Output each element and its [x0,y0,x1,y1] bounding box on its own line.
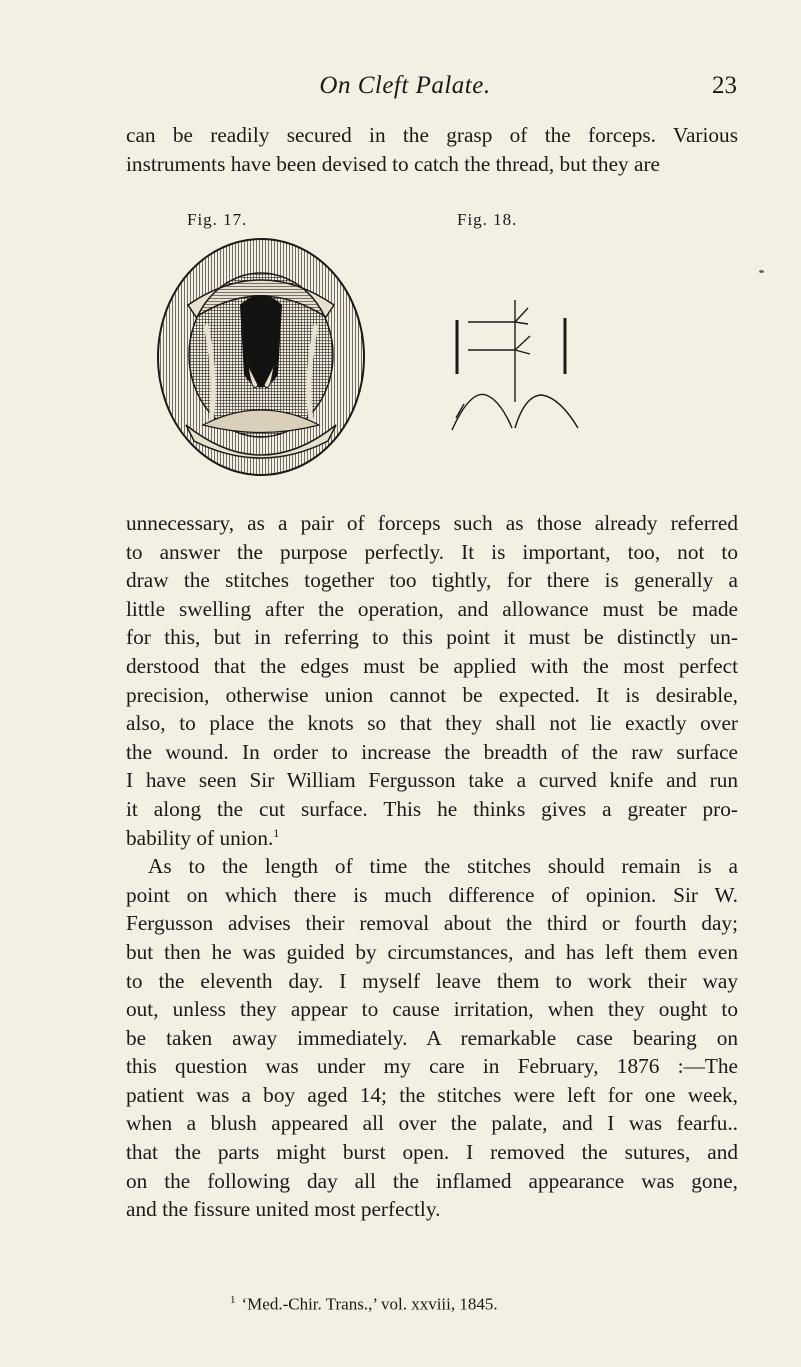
fig-17-label: Fig. 17. [187,210,248,229]
page-header [125,72,737,108]
text-line: draw the stitches together too tightly, for there is generally a [126,568,738,593]
text-line: this question was under my care in February, 1876 :—The [126,1054,738,1079]
text-line: I have seen Sir William Fergusson take a curved knife and run [126,768,738,793]
footnote-ref: 1 [273,825,280,840]
text-line: unnecessary, as a pair of forceps such as those already referred [126,511,738,535]
text-line: to the eleventh day. I myself leave them to work their way [126,968,738,993]
paragraph-top [126,121,738,178]
running-title: On Cleft Palate. [319,72,491,99]
text-line: bability of union. [126,825,274,850]
footnote-text: ‘Med.-Chir. Trans.,’ vol. xxviii, 1845. [241,1294,498,1314]
text-line: point on which there is much difference of opinion. Sir W. [126,882,738,907]
page-number: 23 [712,72,737,99]
text-line: and the fissure united most perfectly. [126,1197,441,1222]
text-line: patient was a boy aged 14; the stitches were left for one week, [126,1082,738,1107]
text-line: instruments have been devised to catch the thread, but they are [126,151,661,176]
fig-18-label: Fig. 18. [457,210,518,229]
text-line: to answer the purpose perfectly. It is important, too, not to [126,539,738,564]
text-line: that the parts might burst open. I removed the sutures, and [126,1140,738,1165]
text-line: when a blush appeared all over the palate, and I was fearfu.. [126,1111,738,1136]
text-line: little swelling after the operation, and allowance must be made [126,596,738,621]
footnote [230,1294,498,1315]
text-line: also, to place the knots so that they shall not lie exactly over [126,711,738,736]
text-line: can be readily secured in the grasp of the forceps. Various [126,123,738,147]
text-line: for this, but in referring to this point it must be distinctly un- [126,625,738,650]
text-line: Fergusson advises their removal about the third or fourth day; [126,911,738,936]
text-line-with-ref [126,824,738,853]
text-line: it along the cut surface. This he thinks gives a greater pro- [126,796,738,821]
footnote-marker: 1 [230,1294,236,1306]
text-line: out, unless they appear to cause irritation, when they ought to [126,997,738,1022]
text-line: derstood that the edges must be applied with the most perfect [126,653,738,678]
fig-18-suture-diagram [450,300,580,430]
text-line: As to the length of time the stitches should remain is a [148,854,738,879]
fig-17-mouth-illustration [148,235,374,485]
text-line: be taken away immediately. A remarkable case bearing on [126,1025,738,1050]
text-line: on the following day all the inflamed appearance was gone, [126,1168,738,1193]
paper-speck [759,270,764,273]
text-line: precision, otherwise union cannot be expected. It is desirable, [126,682,738,707]
paragraph-main [126,509,738,1224]
text-line: but then he was guided by circumstances, and has left them even [126,939,738,964]
text-line: the wound. In order to increase the breadth of the raw surface [126,739,738,764]
